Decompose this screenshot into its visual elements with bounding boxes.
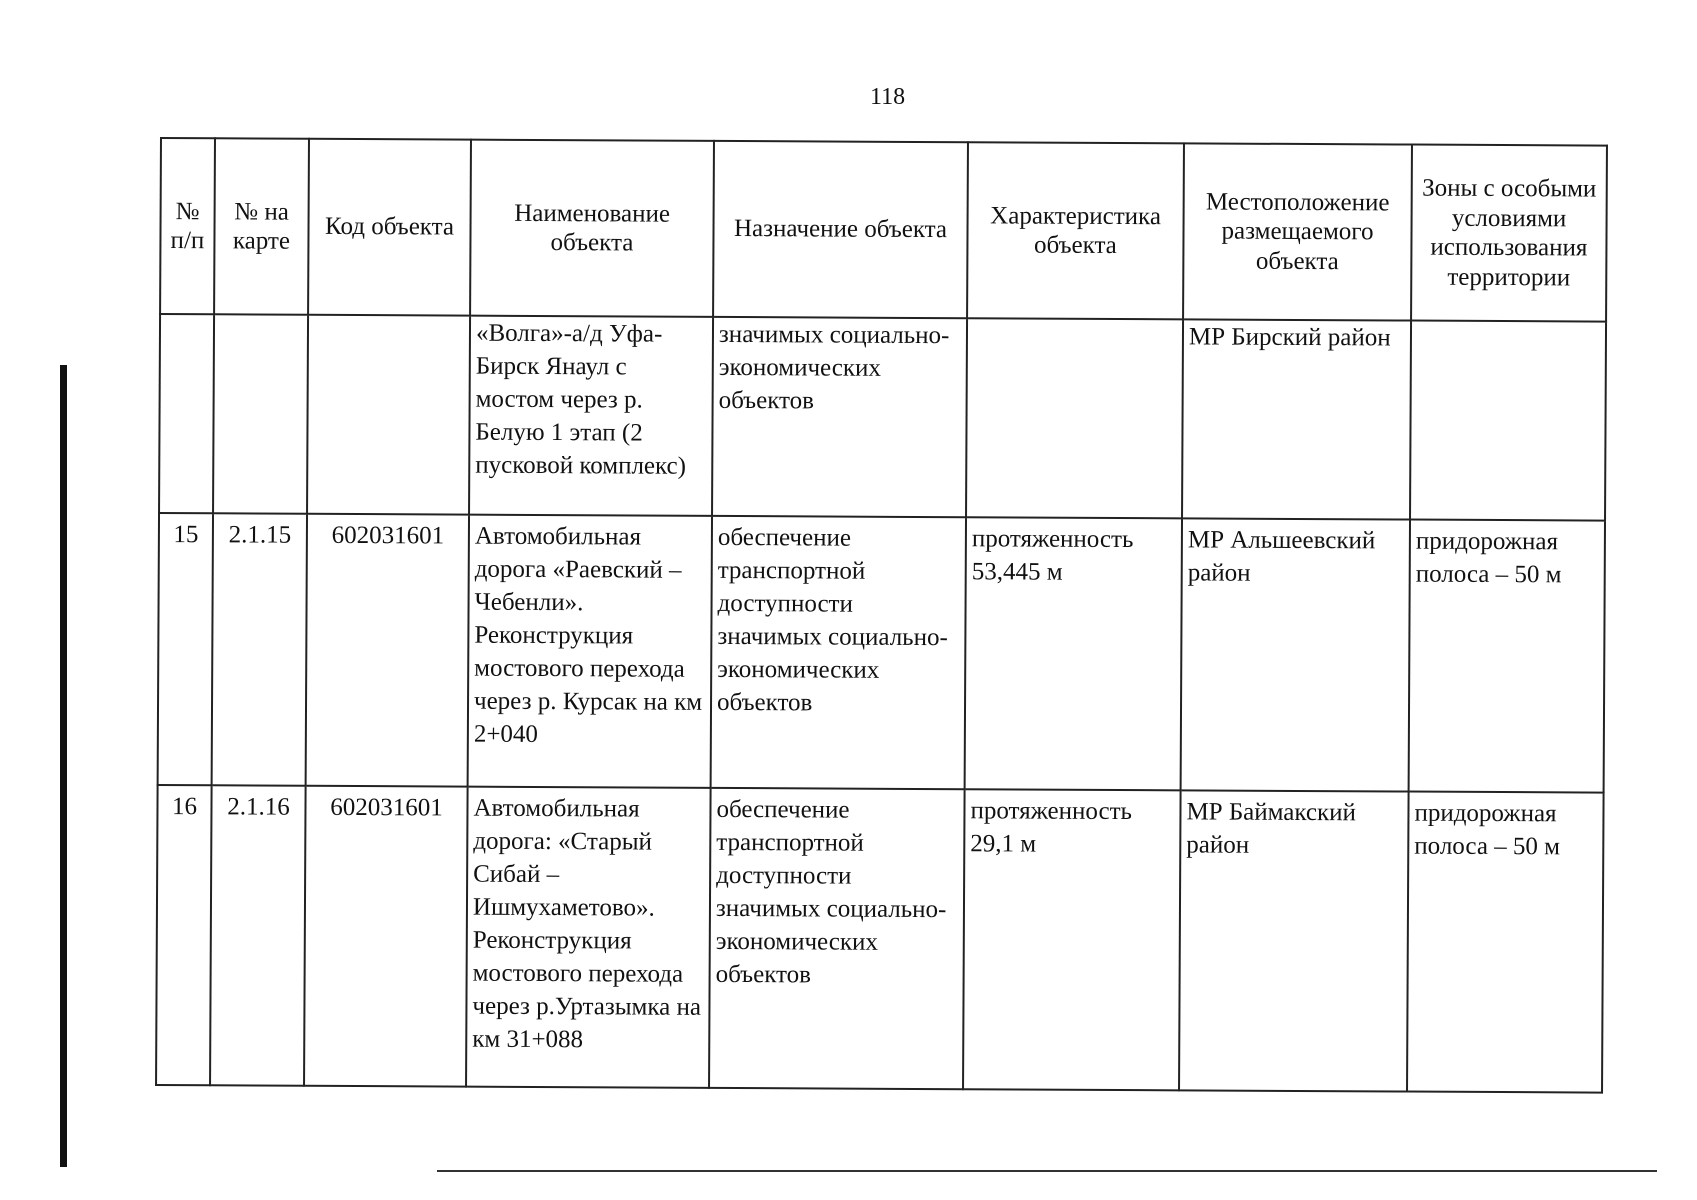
cell-row-number xyxy=(159,314,214,513)
header-map-number: № на карте xyxy=(214,138,309,314)
cell-object-location: МР Альшеевский район xyxy=(1181,518,1410,791)
cell-special-zones xyxy=(1410,321,1606,521)
cell-object-location: МР Баймакский район xyxy=(1179,790,1409,1091)
header-object-purpose: Назначение объекта xyxy=(713,141,968,318)
table-row xyxy=(158,513,1605,793)
cell-object-purpose: обеспечение транспортной доступности значимых социально-экономических объектов xyxy=(711,516,966,789)
header-row-number: № п/п xyxy=(160,138,215,314)
cell-object-purpose: обеспечение транспортной доступности значимых социально-экономических объектов xyxy=(709,788,965,1089)
cell-object-purpose: значимых социально-экономических объектов xyxy=(712,317,967,517)
cell-map-number: 2.1.16 xyxy=(210,785,306,1085)
cell-object-code: 602031601 xyxy=(306,514,469,787)
table-row xyxy=(156,785,1604,1093)
header-object-code: Код объекта xyxy=(308,139,471,316)
cell-row-number: 15 xyxy=(158,513,213,785)
header-object-location: Местоположение размещаемого объекта xyxy=(1183,143,1412,320)
bottom-rule xyxy=(437,1170,1657,1172)
objects-table xyxy=(155,137,1608,1094)
cell-special-zones: придорожная полоса – 50 м xyxy=(1409,520,1605,793)
cell-special-zones: придорожная полоса – 50 м xyxy=(1407,792,1604,1093)
cell-object-location: МР Бирский район xyxy=(1182,319,1411,519)
page-number: 118 xyxy=(870,84,906,110)
cell-map-number xyxy=(213,314,308,513)
cell-map-number: 2.1.15 xyxy=(212,513,307,785)
cell-row-number: 16 xyxy=(156,785,212,1085)
header-object-name: Наименование объекта xyxy=(470,140,714,317)
table-row xyxy=(159,314,1606,521)
cell-object-code xyxy=(307,315,470,515)
cell-object-name: Автомобильная дорога: «Старый Сибай – Ишмухаметово». Реконструкция мостового перехода через р.Уртазымка на км 31+088 xyxy=(466,787,711,1088)
cell-object-name: Автомобильная дорога «Раевский – Чебенли». Реконструкция мостового перехода через р. Курсак на км 2+040 xyxy=(468,515,712,788)
cell-object-characteristic xyxy=(966,318,1183,518)
table-header-row xyxy=(160,138,1607,322)
cell-object-code: 602031601 xyxy=(304,786,468,1087)
cell-object-name: «Волга»-а/д Уфа-Бирск Янаул с мостом через р. Белую 1 этап (2 пусковой комплекс) xyxy=(469,316,713,516)
cell-object-characteristic: протяженность 53,445 м xyxy=(965,517,1182,790)
cell-object-characteristic: протяженность 29,1 м xyxy=(963,789,1181,1090)
header-special-zones: Зоны с особыми условиями использования территории xyxy=(1411,145,1607,322)
header-object-characteristic: Характеристика объекта xyxy=(967,142,1184,319)
scan-margin-bar xyxy=(60,365,67,1167)
